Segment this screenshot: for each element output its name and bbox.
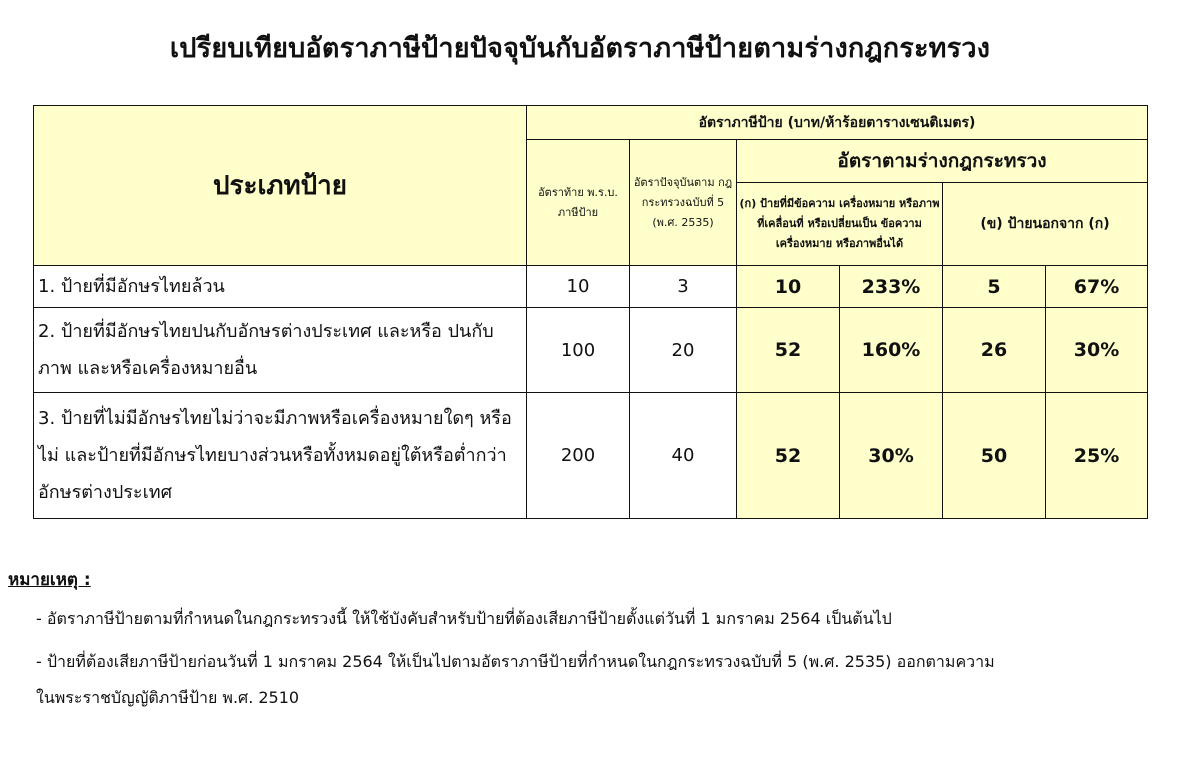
sign-type-header: ประเภทป้าย	[34, 106, 527, 266]
current-rate-header: อัตราปัจจุบันตาม กฎกระทรวงฉบับที่ 5 (พ.ศ. 2535)	[630, 140, 737, 266]
draft-b-rate-cell: 26	[943, 308, 1046, 393]
tax-rate-table	[33, 105, 1148, 519]
draft-b-pct-cell: 67%	[1046, 266, 1148, 308]
draft-a-pct-cell: 160%	[840, 308, 943, 393]
table-row	[34, 266, 1148, 308]
draft-a-rate-cell: 52	[737, 308, 840, 393]
table-row	[34, 308, 1148, 393]
draft-a-header: (ก) ป้ายที่มีข้อความ เครื่องหมาย หรือภาพที่เคลื่อนที่ หรือเปลี่ยนเป็น ข้อความ เครื่องหมาย หรือภาพอื่นได้	[737, 183, 943, 266]
current-rate-cell: 20	[630, 308, 737, 393]
rate-header: อัตราภาษีป้าย (บาท/ห้าร้อยตารางเซนติเมตร)	[527, 106, 1148, 140]
draft-a-rate-cell: 52	[737, 393, 840, 519]
page-title: เปรียบเทียบอัตราภาษีป้ายปัจจุบันกับอัตราภาษีป้ายตามร่างกฎกระทรวง	[169, 33, 991, 64]
draft-b-rate-cell: 50	[943, 393, 1046, 519]
row-label: 1. ป้ายที่มีอักษรไทยล้วน	[34, 266, 527, 308]
draft-a-pct-cell: 30%	[840, 393, 943, 519]
current-rate-cell: 40	[630, 393, 737, 519]
table-row	[34, 393, 1148, 519]
act-rate-cell: 10	[527, 266, 630, 308]
note-line-3: ในพระราชบัญญัติภาษีป้าย พ.ศ. 2510	[36, 688, 300, 707]
draft-b-rate-cell: 5	[943, 266, 1046, 308]
draft-rate-header: อัตราตามร่างกฎกระทรวง	[737, 140, 1148, 183]
note-line-2: - ป้ายที่ต้องเสียภาษีป้ายก่อนวันที่ 1 มกราคม 2564 ให้เป็นไปตามอัตราภาษีป้ายที่กำหนดในกฎกระทรวงฉบับที่ 5 (พ.ศ. 2535) ออกตามความ	[36, 652, 995, 671]
row-label: 2. ป้ายที่มีอักษรไทยปนกับอักษรต่างประเทศ และหรือ ปนกับภาพ และหรือเครื่องหมายอื่น	[34, 308, 527, 393]
draft-b-header: (ข) ป้ายนอกจาก (ก)	[943, 183, 1148, 266]
draft-a-pct-cell: 233%	[840, 266, 943, 308]
act-rate-cell: 100	[527, 308, 630, 393]
draft-a-rate-cell: 10	[737, 266, 840, 308]
row-label: 3. ป้ายที่ไม่มีอักษรไทยไม่ว่าจะมีภาพหรือเครื่องหมายใดๆ หรือไม่ และป้ายที่มีอักษรไทยบางส่วนหรือทั้งหมดอยู่ใต้หรือต่ำกว่าอักษรต่างประเทศ	[34, 393, 527, 519]
act-rate-cell: 200	[527, 393, 630, 519]
current-rate-cell: 3	[630, 266, 737, 308]
draft-b-pct-cell: 25%	[1046, 393, 1148, 519]
draft-b-pct-cell: 30%	[1046, 308, 1148, 393]
note-line-1: - อัตราภาษีป้ายตามที่กำหนดในกฎกระทรวงนี้ ให้ใช้บังคับสำหรับป้ายที่ต้องเสียภาษีป้ายตั้งแต่วันที่ 1 มกราคม 2564 เป็นต้นไป	[36, 609, 892, 628]
notes-heading: หมายเหตุ :	[8, 570, 91, 590]
act-rate-header: อัตราท้าย พ.ร.บ. ภาษีป้าย	[527, 140, 630, 266]
